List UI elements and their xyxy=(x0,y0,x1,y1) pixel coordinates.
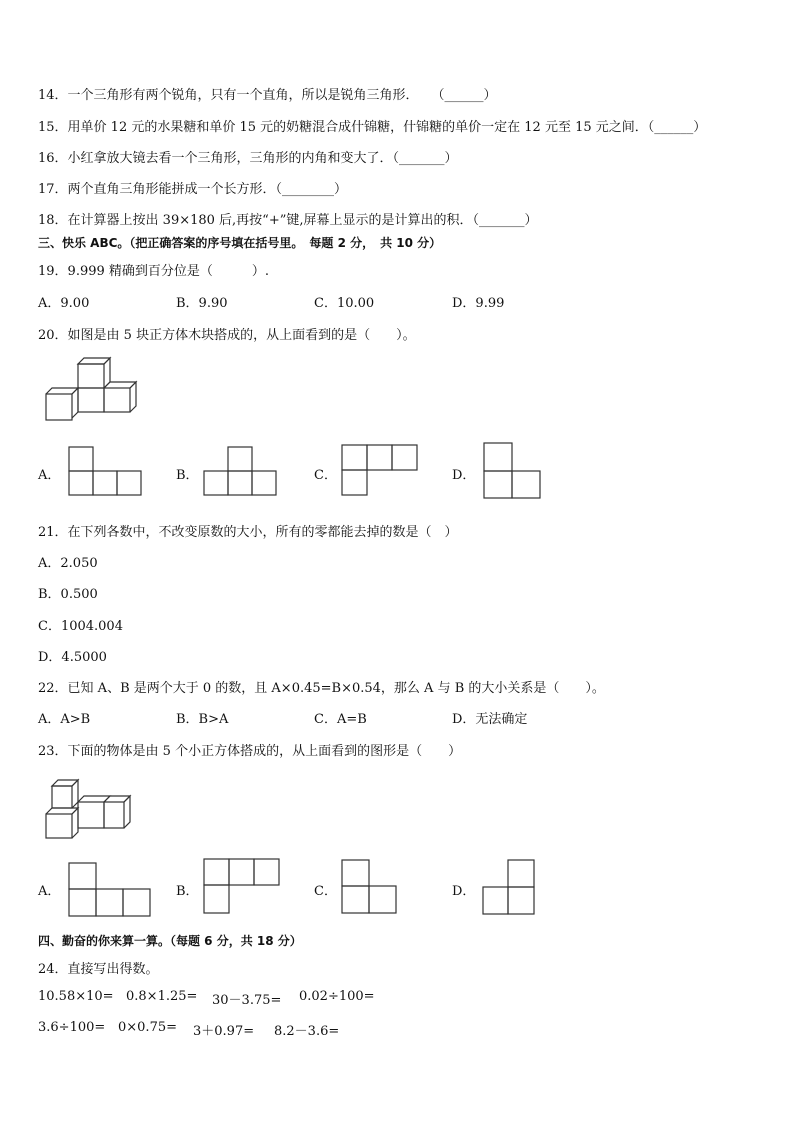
q19-option-b: B．9.90 xyxy=(176,296,228,311)
q19-option-c: C．10.00 xyxy=(314,296,375,311)
question-21: 21．在下列各数中，不改变原数的大小，所有的零都能去掉的数是（ ） xyxy=(38,525,458,540)
q24-row1-item1: 10.58×10= xyxy=(38,989,114,1004)
q21-option-d: D．4.5000 xyxy=(38,650,107,665)
q23-label-d: D． xyxy=(452,884,476,899)
section-3-title: 三、快乐 ABC。（把正确答案的序号填在括号里。 每题 2 分， 共 10 分） xyxy=(38,236,442,250)
q21-option-a: A．2.050 xyxy=(38,556,98,571)
q23-label-c: C． xyxy=(314,884,337,899)
q23-label-a: A． xyxy=(38,884,61,899)
q22-option-c: C．A=B xyxy=(314,712,367,727)
q21-option-b: B．0.500 xyxy=(38,587,98,602)
q20-label-a: A． xyxy=(38,468,61,483)
q23-cube-figure xyxy=(44,776,138,840)
q20-cube-figure xyxy=(44,356,138,426)
q20-label-d: D． xyxy=(452,468,476,483)
q20-label-c: C． xyxy=(314,468,337,483)
q20-option-b-figure xyxy=(203,446,279,498)
q24-row1-item4: 0.02÷100= xyxy=(299,989,375,1004)
q19-option-a: A．9.00 xyxy=(38,296,90,311)
question-22: 22．已知 A、B 是两个大于 0 的数，且 A×0.45=B×0.54，那么 A 与 B 的大小关系是（ ）。 xyxy=(38,681,605,696)
q21-option-c: C．1004.004 xyxy=(38,619,123,634)
q24-row2-item2: 0×0.75= xyxy=(118,1020,178,1035)
question-23: 23．下面的物体是由 5 个小正方体搭成的，从上面看到的图形是（ ） xyxy=(38,744,462,759)
question-18: 18．在计算器上按出 39×180 后,再按“+”键,屏幕上显示的是计算出的积．（_______） xyxy=(38,213,538,228)
q23-label-b: B． xyxy=(176,884,199,899)
question-20: 20．如图是由 5 块正方体木块搭成的，从上面看到的是（ ）。 xyxy=(38,328,416,343)
q19-option-d: D．9.99 xyxy=(452,296,505,311)
question-24: 24．直接写出得数。 xyxy=(38,962,159,977)
q20-option-a-figure xyxy=(68,446,144,498)
q24-row2-item4: 8.2－3.6= xyxy=(274,1024,340,1039)
q24-row1-item3: 30－3.75= xyxy=(212,993,282,1008)
q20-label-b: B． xyxy=(176,468,199,483)
question-16: 16．小红拿放大镜去看一个三角形，三角形的内角和变大了．（_______） xyxy=(38,151,458,166)
q24-row1-item2: 0.8×1.25= xyxy=(126,989,198,1004)
section-4-title: 四、勤奋的你来算一算。（每题 6 分，共 18 分） xyxy=(38,934,302,948)
q24-row2-item3: 3＋0.97= xyxy=(193,1024,255,1039)
q23-option-b-figure xyxy=(203,858,283,916)
q22-option-b: B．B>A xyxy=(176,712,229,727)
q22-option-d: D．无法确定 xyxy=(452,712,528,727)
question-15: 15．用单价 12 元的水果糖和单价 15 元的奶糖混合成什锦糖，什锦糖的单价一定在 12 元至 15 元之间．（______） xyxy=(38,120,707,135)
q23-option-d-figure xyxy=(482,859,538,917)
q20-option-d-figure xyxy=(483,442,543,500)
question-17: 17．两个直角三角形能拼成一个长方形．（________） xyxy=(38,182,348,197)
q23-option-a-figure xyxy=(68,862,154,918)
q24-row2-item1: 3.6÷100= xyxy=(38,1020,106,1035)
question-14: 14．一个三角形有两个锐角，只有一个直角，所以是锐角三角形． （______） xyxy=(38,88,497,103)
q22-option-a: A．A>B xyxy=(38,712,91,727)
q23-option-c-figure xyxy=(341,859,399,917)
q20-option-c-figure xyxy=(341,444,419,496)
question-19: 19．9.999 精确到百分位是（ ）. xyxy=(38,264,270,279)
